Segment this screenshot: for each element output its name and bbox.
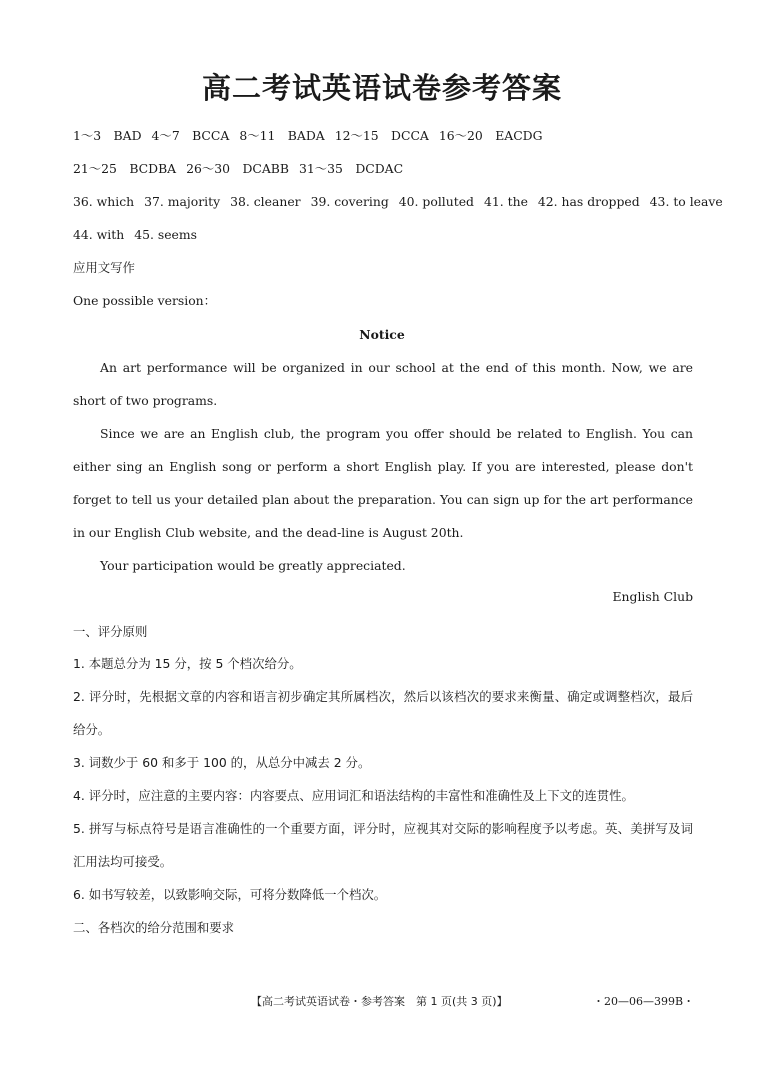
answer-row-3: [73, 193, 733, 211]
scoring-rule-3: 3. 词数少于 60 和多于 100 的，从总分中减去 2 分。: [73, 755, 371, 770]
answer-group: 16～20 EACDG: [438, 128, 543, 143]
scoring-heading-2: 二、各档次的给分范围和要求: [73, 920, 235, 935]
answer-item: 40. polluted: [398, 194, 474, 209]
version-label: One possible version：: [73, 293, 217, 308]
paper-code: ・20—06—399B・: [593, 995, 695, 1008]
answer-item: 41. the: [483, 194, 528, 209]
notice-paragraph-1: An art performance will be organized in our school at the end of this month. Now, we are short of two programs.: [73, 360, 693, 408]
answer-item: 39. covering: [310, 194, 389, 209]
answer-item: 36. which: [73, 194, 135, 209]
answer-group: 26～30 DCABB: [186, 161, 290, 176]
answer-group: 12～15 DCCA: [334, 128, 429, 143]
answer-group: 8～11 BADA: [239, 128, 325, 143]
scoring-rule-2: 2. 评分时，先根据文章的内容和语言初步确定其所属档次，然后以该档次的要求来衡量、确定或调整档次，最后给分。: [73, 689, 693, 737]
answer-group: 1～3 BAD: [73, 128, 142, 143]
answer-row-2: [73, 160, 413, 178]
answer-item: 43. to leave: [649, 194, 723, 209]
notice-paragraph-3: Your participation would be greatly appreciated.: [100, 558, 406, 573]
page-title: 高二考试英语试卷参考答案: [201, 71, 562, 105]
answer-item: 38. cleaner: [230, 194, 301, 209]
scoring-heading-1: 一、评分原则: [73, 624, 148, 639]
answer-group: 4～7 BCCA: [151, 128, 230, 143]
scoring-rule-4: 4. 评分时，应注意的主要内容：内容要点、应用词汇和语法结构的丰富性和准确性及上下文的连贯性。: [73, 788, 634, 803]
notice-signature: English Club: [612, 589, 693, 604]
answer-item: 44. with: [73, 227, 125, 242]
answer-item: 45. seems: [134, 227, 197, 242]
notice-paragraph-2: Since we are an English club, the program you offer should be related to English. You can either sing an English song or perform a short English play. If you are interested, please don't forget to tell us your detailed plan about the preparation. You can sign up for the art performance in our English Club website, and the dead-line is August 20th.: [73, 426, 693, 540]
notice-title: Notice: [359, 327, 405, 342]
answer-group: 21～25 BCDBA: [73, 161, 177, 176]
scoring-rule-5: 5. 拼写与标点符号是语言准确性的一个重要方面，评分时，应视其对交际的影响程度予以考虑。英、美拼写及词汇用法均可接受。: [73, 821, 693, 869]
page-footer: 【高二考试英语试卷・参考答案 第 1 页(共 3 页)】: [251, 995, 508, 1008]
writing-section-label: 应用文写作: [73, 260, 135, 275]
scoring-rule-6: 6. 如书写较差，以致影响交际，可将分数降低一个档次。: [73, 887, 387, 902]
answer-group: 31～35 DCDAC: [299, 161, 404, 176]
scoring-rule-1: 1. 本题总分为 15 分，按 5 个档次给分。: [73, 656, 302, 671]
answer-row-1: [73, 127, 553, 145]
answer-row-4: [73, 226, 207, 244]
answer-item: 42. has dropped: [537, 194, 640, 209]
answer-item: 37. majority: [144, 194, 221, 209]
